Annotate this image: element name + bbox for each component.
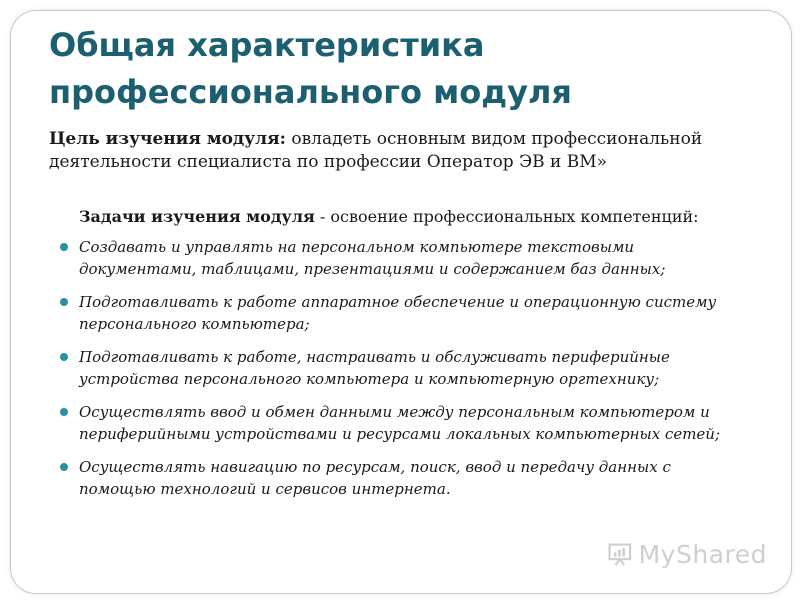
bullet-icon [60, 298, 68, 306]
task-item [60, 456, 750, 500]
bullet-icon [60, 353, 68, 361]
goal-paragraph [49, 128, 749, 174]
task-item-text: Подготавливать к работе, настраивать и обслуживать периферийные устройства персонального компьютера и компьютерную оргтехнику; [79, 348, 670, 388]
tasks-label: Задачи изучения модуля [79, 207, 315, 226]
slide-title [49, 22, 749, 116]
goal-label: Цель изучения модуля: [49, 129, 286, 149]
watermark-text: MyShared [638, 539, 767, 569]
task-item-text: Создавать и управлять на персональном компьютере текстовыми документами, таблицами, презентациями и содержанием баз данных; [79, 238, 666, 278]
tasks-heading [79, 206, 759, 228]
task-item [60, 346, 750, 390]
tasks-text: - освоение профессиональных компетенций: [314, 207, 699, 226]
task-item [60, 236, 750, 280]
task-item-text: Подготавливать к работе аппаратное обеспечение и операционную систему персонального компьютера; [79, 293, 717, 333]
task-item-text: Осуществлять ввод и обмен данными между персональным компьютером и периферийными устройствами и ресурсами локальных компьютерных сетей; [79, 403, 721, 443]
goal-text: овладеть основным видом профессиональной деятельности специалиста по профессии Оператор ЭВ и ВМ» [49, 129, 703, 172]
task-list [60, 236, 750, 511]
slide-title-line-2: профессионального модуля [49, 73, 572, 111]
slide-title-line-1: Общая характеристика [49, 26, 485, 64]
task-item-text: Осуществлять навигацию по ресурсам, поиск, ввод и передачу данных с помощью технологий и сервисов интернета. [79, 458, 671, 498]
bullet-icon [60, 408, 68, 416]
task-item [60, 291, 750, 335]
bullet-icon [60, 463, 68, 471]
watermark-logo [607, 536, 767, 572]
task-item [60, 401, 750, 445]
presentation-board-icon [607, 539, 633, 569]
bullet-icon [60, 243, 68, 251]
